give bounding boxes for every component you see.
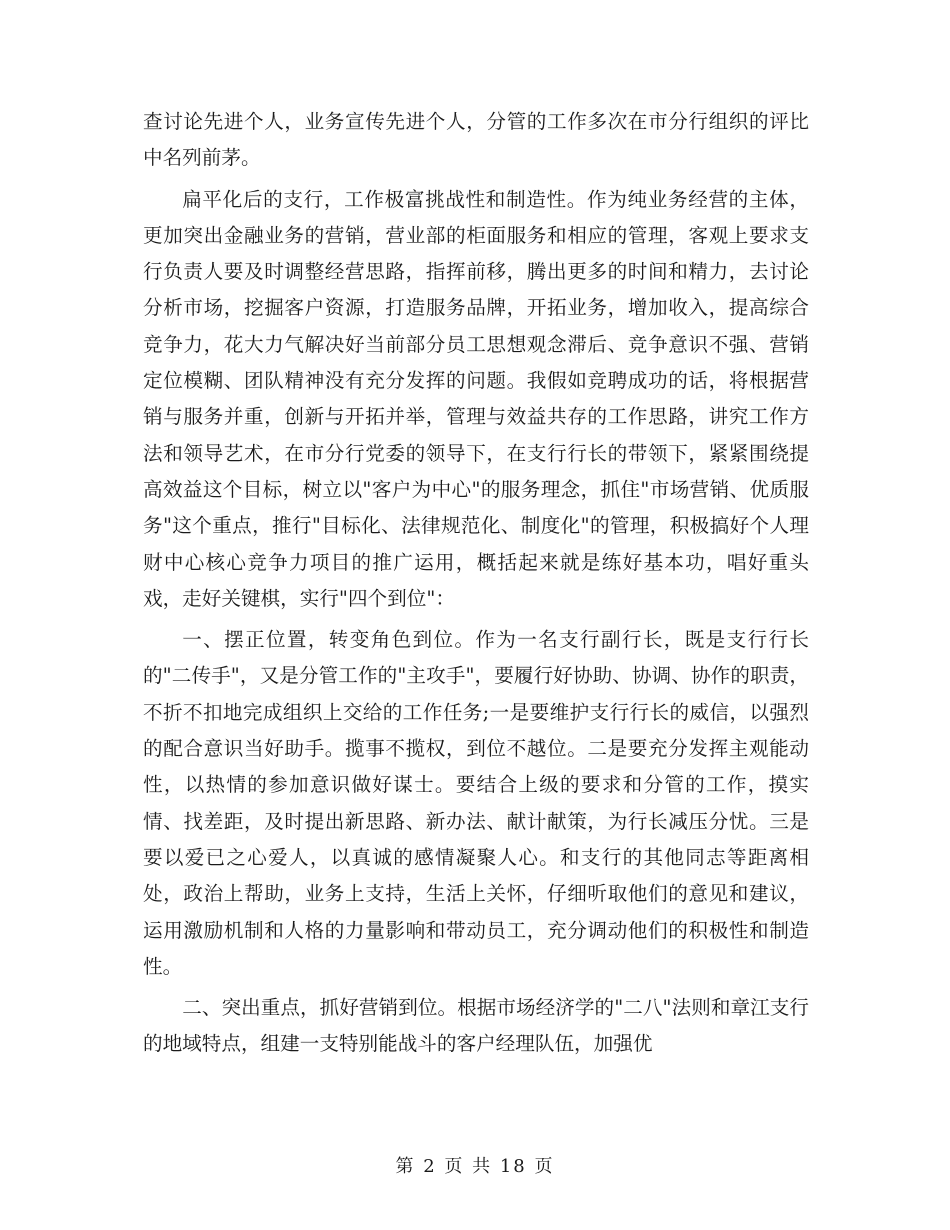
paragraph-point-one: 一、摆正位置，转变角色到位。作为一名支行副行长，既是支行行长的"二传手"，又是分管工作的"主攻手"，要履行好协助、协调、协作的职责，不折不扣地完成组织上交给的工作任务;一是要维护支行行长的威信，以强烈的配合意识当好助手。揽事不揽权，到位不越位。二是要充分发挥主观能动性，以热情的参加意识做好谋士。要结合上级的要求和分管的工作，摸实情、找差距，及时提出新思路、新办法、献计献策，为行长减压分忧。三是要以爱已之心爱人，以真诚的感情凝聚人心。和支行的其他同志等距离相处，政治上帮助，业务上支持，生活上关怀，仔细听取他们的意见和建议，运用激励机制和人格的力量影响和带动员工，充分调动他们的积极性和制造性。 bbox=[143, 628, 809, 978]
paragraph-flattened-branch: 扁平化后的支行，工作极富挑战性和制造性。作为纯业务经营的主体，更加突出金融业务的营销，营业部的柜面服务和相应的管理，客观上要求支行负责人要及时调整经营思路，指挥前移，腾出更多的时间和精力，去讨论分析市场，挖掘客户资源，打造服务品牌，开拓业务，增加收入，提高综合竞争力，花大力气解决好当前部分员工思想观念滞后、竞争意识不强、营销定位模糊、团队精神没有充分发挥的问题。我假如竞聘成功的话，将根据营销与服务并重，创新与开拓并举，管理与效益共存的工作思路，讲究工作方法和领导艺术，在市分行党委的领导下，在支行行长的带领下，紧紧围绕提高效益这个目标，树立以"客户为中心"的服务理念，抓住"市场营销、优质服务"这个重点，推行"目标化、法律规范化、制度化"的管理，积极搞好个人理财中心核心竞争力项目的推广运用，概括起来就是练好基本功，唱好重头戏，走好关键棋，实行"四个到位"： bbox=[143, 187, 809, 610]
document-body bbox=[143, 104, 809, 1068]
page-footer: 第 2 页 共 18 页 bbox=[395, 1156, 555, 1177]
paragraph-point-two: 二、突出重点，抓好营销到位。根据市场经济学的"二八"法则和章江支行的地域特点，组建一支特别能战斗的客户经理队伍，加强优 bbox=[143, 996, 809, 1056]
paragraph-continued: 查讨论先进个人，业务宣传先进个人，分管的工作多次在市分行组织的评比中名列前茅。 bbox=[143, 110, 809, 170]
